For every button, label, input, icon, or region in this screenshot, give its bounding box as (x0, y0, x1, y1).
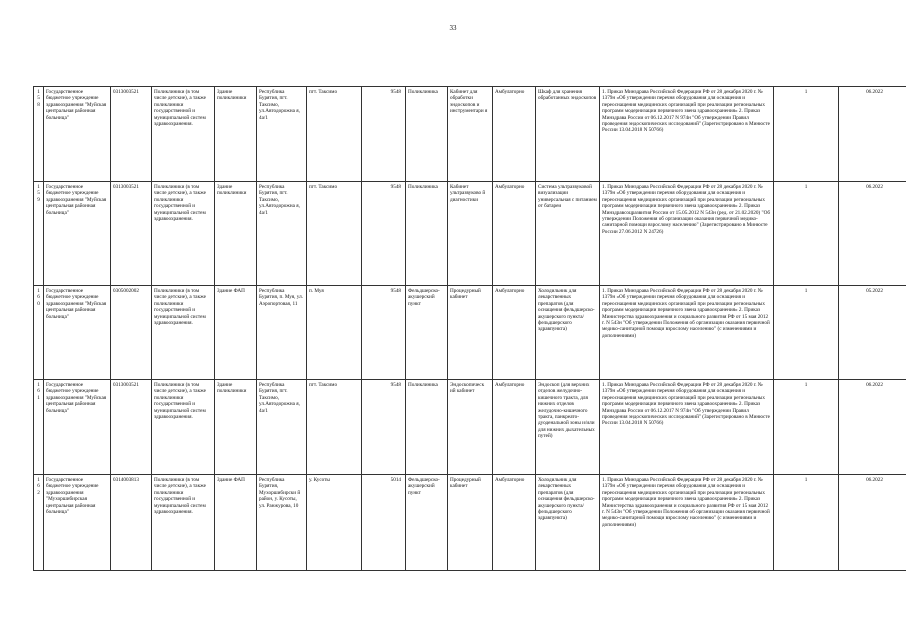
cell-unit-type: Поликлиники (в том числе детские), а также поликлиники государственной и муниципальной систем здравоохранения. (152, 182, 215, 286)
cell-facility-type: Поликлиника (406, 380, 448, 475)
cell-unit-type: Поликлиники (в том числе детские), а также поликлиники государственной и муниципальной систем здравоохранения. (152, 87, 215, 182)
cell-equipment: Система ультразвуковой визуализации универсальная с питанием от батареи (536, 182, 600, 286)
cell-date: 06.2022 (839, 380, 906, 475)
cell-facility-type: Фельдшерско-акушерский пункт (406, 475, 448, 571)
cell-row-number: 159 (34, 182, 44, 286)
cell-code: 0314003813 (111, 475, 152, 571)
cell-building: Здание поликлиники (215, 380, 257, 475)
cell-facility-type: Фельдшерско-акушерский пункт (406, 286, 448, 380)
cell-equipment: Эндоскоп (для верхних отделов желудочно-кишечного тракта, для нижних отделов желудочно-кишечного тракта, панкреато-дуоденальной зоны и/или для нижних дыхательных путей) (536, 380, 600, 475)
cell-equipment: Холодильник для лекарственных препаратов (для оснащения фельдшерско-акушерского пункта/фельдшерского здравпункта) (536, 286, 600, 380)
cell-care-form: Амбулаторно (493, 286, 536, 380)
page-number: 33 (449, 24, 457, 32)
cell-care-form: Амбулаторно (493, 182, 536, 286)
cell-building: Здание ФАП (215, 475, 257, 571)
cell-code: 0305002002 (111, 286, 152, 380)
cell-unit-type: Поликлиники (в том числе детские), а также поликлиники государственной и муниципальной систем здравоохранения. (152, 475, 215, 571)
cell-room: Эндоскопическ ий кабинет (448, 380, 493, 475)
cell-row-number: 160 (34, 286, 44, 380)
cell-equipment: Холодильник для лекарственных препаратов (для оснащения фельдшерско-акушерского пункта/фельдшерского здравпункта) (536, 475, 600, 571)
cell-organization: Государственное бюджетное учреждение здравоохранения "Муйская центральная районная больница" (44, 182, 111, 286)
cell-address: Республика Бурятия, пгт. Таксимо, ул.Автодорожна я, 4а/1 (257, 182, 307, 286)
cell-building: Здание поликлиники (215, 87, 257, 182)
cell-care-form: Амбулаторно (493, 475, 536, 571)
cell-address: Республика Бурятия, п. Муя, ул. Аэропортовая, 11 (257, 286, 307, 380)
cell-population: 9548 (362, 182, 406, 286)
cell-organization: Государственное бюджетное учреждение здравоохранения "Муйская центральная районная больница" (44, 286, 111, 380)
table-row (34, 182, 906, 286)
table-row (34, 475, 906, 571)
cell-legal-basis: 1. Приказ Минздрава Российской Федерации РФ от 28 декабря 2020 г. № 1379н «Об утверждении перечня оборудования для оснащения и переоснащения медицинских организаций при реализации региональных программ модернизации первичного звена здравоохранения» 2. Приказ Министерства здравоохранения и социального развития РФ от 15 мая 2012 г. N 543н "Об утверждении Положения об организации оказания первичной медико-санитарной помощи взрослому населению" (с изменениями и дополнениями) (600, 475, 774, 571)
table-row (34, 286, 906, 380)
cell-facility-type: Поликлиника (406, 87, 448, 182)
cell-row-number: 158 (34, 87, 44, 182)
cell-organization: Государственное бюджетное учреждение здравоохранения "Муйская центральная районная больница" (44, 87, 111, 182)
cell-legal-basis: 1. Приказ Минздрава Российской Федерации РФ от 28 декабря 2020 г. № 1379н «Об утверждении перечня оборудования для оснащения и переоснащения медицинских организаций при реализации региональных программ модернизации первичного звена здравоохранения» 2. Приказ Минздрава России от 06.12.2017 N 974н "Об утверждении Правил проведения эндоскопических исследований" (Зарегистрировано в Минюсте России 13.04.2018 N 50766) (600, 380, 774, 475)
cell-organization: Государственное бюджетное учреждение здравоохранения "Мухоршибирская центральная районная больница" (44, 475, 111, 571)
cell-unit-type: Поликлиники (в том числе детские), а также поликлиники государственной и муниципальной систем здравоохранения. (152, 380, 215, 475)
cell-settlement: пгт. Таксимо (307, 182, 362, 286)
cell-room: Кабинет ультразвуково й диагностики (448, 182, 493, 286)
cell-population: 9548 (362, 286, 406, 380)
cell-settlement: у. Кусоты (307, 475, 362, 571)
cell-quantity: 1 (774, 286, 839, 380)
cell-date: 06.2022 (839, 182, 906, 286)
cell-address: Республика Бурятия, пгт. Таксимо, ул.Автодорожна я, 4а/1 (257, 87, 307, 182)
cell-facility-type: Поликлиника (406, 182, 448, 286)
cell-care-form: Амбулаторно (493, 87, 536, 182)
cell-date: 05.2022 (839, 286, 906, 380)
cell-settlement: пгт. Таксимо (307, 87, 362, 182)
cell-row-number: 161 (34, 380, 44, 475)
cell-quantity: 1 (774, 182, 839, 286)
cell-address: Республика Бурятия, Мухоршибирски й район, у. Кусоты, ул. Ранжурова, 10 (257, 475, 307, 571)
cell-organization: Государственное бюджетное учреждение здравоохранения "Муйская центральная районная больница" (44, 380, 111, 475)
cell-population: 9548 (362, 380, 406, 475)
cell-legal-basis: 1. Приказ Минздрава Российской Федерации РФ от 28 декабря 2020 г. № 1379н «Об утверждении перечня оборудования для оснащения и переоснащения медицинских организаций при реализации региональных программ модернизации первичного звена здравоохранения» 2. Приказ Минздрава России от 06.12.2017 N 974н "Об утверждении Правил проведения эндоскопических исследований" (Зарегистрировано в Минюсте России 13.04.2018 N 50766) (600, 87, 774, 182)
cell-quantity: 1 (774, 380, 839, 475)
cell-settlement: пгт. Таксимо (307, 380, 362, 475)
cell-address: Республика Бурятия, пгт. Таксимо, ул.Автодорожна я, 4а/1 (257, 380, 307, 475)
table-row (34, 87, 906, 182)
cell-date: 06.2022 (839, 475, 906, 571)
equipment-table (33, 86, 906, 571)
table-row (34, 380, 906, 475)
cell-legal-basis: 1. Приказ Минздрава Российской Федерации РФ от 28 декабря 2020 г. № 1379н «Об утверждении перечня оборудования для оснащения и переоснащения медицинских организаций при реализации региональных программ модернизации первичного звена здравоохранения» 2. Приказ Минздравсоцразвития России от 15.05.2012 N 543н (ред. от 21.02.2020) "Об утверждении Положения об организации оказания первичной медико-санитарной помощи взрослому населению" (Зарегистрировано в Минюсте России 27.06.2012 N 24726) (600, 182, 774, 286)
cell-settlement: п. Муя (307, 286, 362, 380)
cell-population: 9548 (362, 87, 406, 182)
cell-building: Здание поликлиники (215, 182, 257, 286)
cell-population: 5014 (362, 475, 406, 571)
cell-room: Процедурный кабинет (448, 475, 493, 571)
cell-room: Кабинет для обработки эндоскопов и инструментари я (448, 87, 493, 182)
cell-code: 0313003521 (111, 87, 152, 182)
table-body (34, 87, 906, 571)
cell-room: Процедурный кабинет (448, 286, 493, 380)
cell-date: 06.2022 (839, 87, 906, 182)
cell-quantity: 1 (774, 475, 839, 571)
cell-row-number: 162 (34, 475, 44, 571)
cell-legal-basis: 1. Приказ Минздрава Российской Федерации РФ от 28 декабря 2020 г. № 1379н «Об утверждении перечня оборудования для оснащения и переоснащения медицинских организаций при реализации региональных программ модернизации первичного звена здравоохранения» 2. Приказ Министерства здравоохранения и социального развития РФ от 15 мая 2012 г. N 543н "Об утверждении Положения об организации оказания первичной медико-санитарной помощи взрослому населению" (с изменениями и дополнениями) (600, 286, 774, 380)
cell-unit-type: Поликлиники (в том числе детские), а также поликлиники государственной и муниципальной систем здравоохранения. (152, 286, 215, 380)
cell-building: Здание ФАП (215, 286, 257, 380)
cell-quantity: 1 (774, 87, 839, 182)
cell-equipment: Шкаф для хранения обработанных эндоскопов (536, 87, 600, 182)
cell-code: 0313003521 (111, 182, 152, 286)
cell-code: 0313003521 (111, 380, 152, 475)
cell-care-form: Амбулаторно (493, 380, 536, 475)
